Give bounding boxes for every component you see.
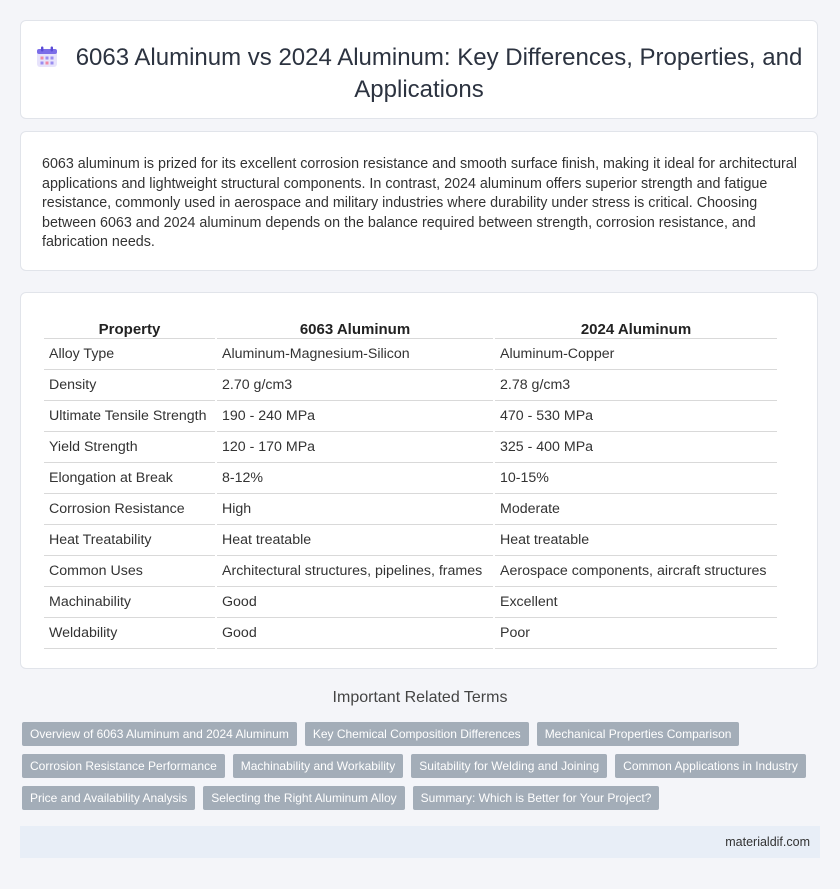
related-term-tag[interactable]: Selecting the Right Aluminum Alloy (203, 786, 404, 810)
title-card (20, 20, 818, 119)
tag-row (22, 786, 822, 810)
related-term-tag[interactable]: Mechanical Properties Comparison (537, 722, 740, 746)
page-title: 6063 Aluminum vs 2024 Aluminum: Key Differences, Properties, and Applications (75, 44, 803, 103)
value-2024-cell: Heat treatable (495, 525, 777, 556)
related-term-tag[interactable]: Corrosion Resistance Performance (22, 754, 225, 778)
table-row (44, 556, 777, 587)
related-term-tag[interactable]: Price and Availability Analysis (22, 786, 195, 810)
footer (20, 826, 820, 858)
table-row (44, 463, 777, 494)
value-2024-cell: 470 - 530 MPa (495, 401, 777, 432)
table-row (44, 618, 777, 649)
header-2024: 2024 Aluminum (495, 315, 777, 339)
property-cell: Elongation at Break (44, 463, 215, 494)
table-row (44, 432, 777, 463)
value-2024-cell: Excellent (495, 587, 777, 618)
value-6063-cell: 8-12% (217, 463, 493, 494)
value-6063-cell: Good (217, 587, 493, 618)
value-6063-cell: Heat treatable (217, 525, 493, 556)
property-cell: Common Uses (44, 556, 215, 587)
property-cell: Density (44, 370, 215, 401)
calendar-icon (36, 46, 58, 75)
related-term-tag[interactable]: Common Applications in Industry (615, 754, 806, 778)
tag-row (22, 722, 822, 746)
property-cell: Heat Treatability (44, 525, 215, 556)
related-term-tag[interactable]: Summary: Which is Better for Your Project? (413, 786, 660, 810)
related-term-tag[interactable]: Overview of 6063 Aluminum and 2024 Aluminum (22, 722, 297, 746)
property-cell: Alloy Type (44, 339, 215, 370)
intro-paragraph: 6063 aluminum is prized for its excellent corrosion resistance and smooth surface finish, making it ideal for architectural applications and lightweight structural components. In contrast, 2024 aluminum offers superior strength and fatigue resistance, commonly used in aerospace and military industries where durability under stress is critical. Choosing between 6063 and 2024 aluminum depends on the balance required between strength, corrosion resistance, and fabrication needs. (42, 156, 797, 251)
related-term-tag[interactable]: Suitability for Welding and Joining (411, 754, 607, 778)
property-cell: Weldability (44, 618, 215, 649)
value-6063-cell: High (217, 494, 493, 525)
comparison-table-card (20, 292, 818, 669)
footer-site-link[interactable]: materialdif.com (725, 835, 810, 849)
comparison-table (42, 315, 779, 649)
value-6063-cell: Aluminum-Magnesium-Silicon (217, 339, 493, 370)
intro-card (20, 131, 818, 271)
value-2024-cell: 10-15% (495, 463, 777, 494)
table-row (44, 370, 777, 401)
page-title-wrap (21, 43, 817, 104)
property-cell: Machinability (44, 587, 215, 618)
tag-row (22, 754, 822, 778)
table-row (44, 401, 777, 432)
header-property: Property (44, 315, 215, 339)
related-term-tag[interactable]: Machinability and Workability (233, 754, 404, 778)
value-2024-cell: Moderate (495, 494, 777, 525)
value-6063-cell: Good (217, 618, 493, 649)
value-2024-cell: Aerospace components, aircraft structures (495, 556, 777, 587)
table-row (44, 494, 777, 525)
value-2024-cell: 325 - 400 MPa (495, 432, 777, 463)
table-row (44, 587, 777, 618)
property-cell: Corrosion Resistance (44, 494, 215, 525)
header-6063: 6063 Aluminum (217, 315, 493, 339)
value-6063-cell: 2.70 g/cm3 (217, 370, 493, 401)
value-6063-cell: Architectural structures, pipelines, frames (217, 556, 493, 587)
property-cell: Ultimate Tensile Strength (44, 401, 215, 432)
value-6063-cell: 120 - 170 MPa (217, 432, 493, 463)
related-terms-tags (22, 722, 822, 818)
table-row (44, 525, 777, 556)
value-2024-cell: 2.78 g/cm3 (495, 370, 777, 401)
value-2024-cell: Poor (495, 618, 777, 649)
property-cell: Yield Strength (44, 432, 215, 463)
related-term-tag[interactable]: Key Chemical Composition Differences (305, 722, 529, 746)
value-2024-cell: Aluminum-Copper (495, 339, 777, 370)
related-terms-heading: Important Related Terms (332, 689, 508, 706)
table-row (44, 339, 777, 370)
table-header-row (44, 315, 777, 339)
value-6063-cell: 190 - 240 MPa (217, 401, 493, 432)
